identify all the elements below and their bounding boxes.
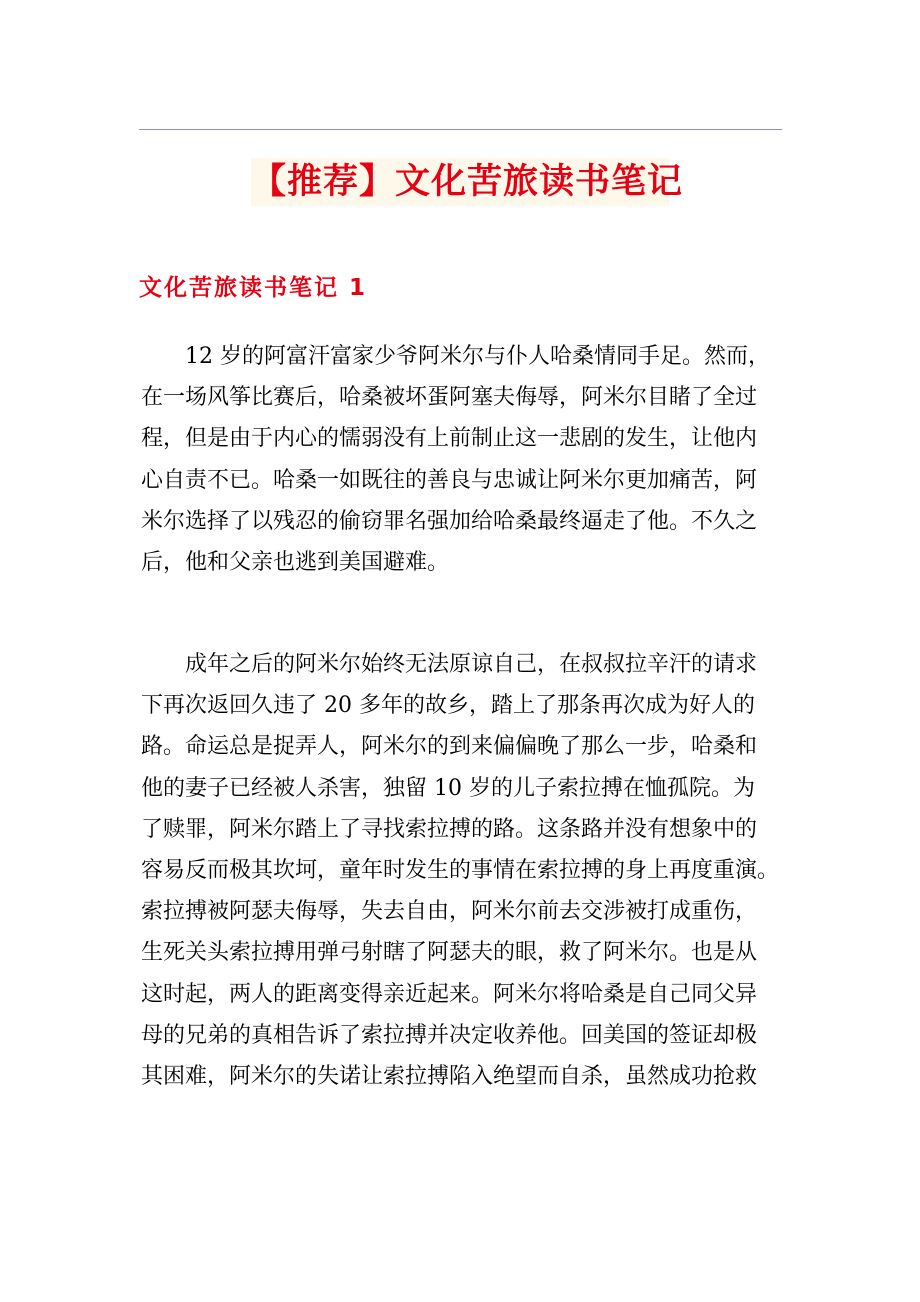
- document-title: 【推荐】文化苦旅读书笔记: [251, 158, 669, 206]
- paragraph-line: 路。命运总是捉弄人，阿米尔的到来偏偏晚了那么一步，哈桑和: [141, 734, 758, 760]
- paragraph-line: 其困难，阿米尔的失诺让索拉搏陷入绝望而自杀，虽然成功抢救: [141, 1063, 758, 1089]
- paragraph-line: 成年之后的阿米尔始终无法原谅自己，在叔叔拉辛汗的请求: [141, 652, 758, 677]
- paragraph-line: 他的妻子已经被人杀害，独留 10 岁的儿子索拉搏在恤孤院。为: [141, 775, 755, 801]
- paragraph-line: 了赎罪，阿米尔踏上了寻找索拉搏的路。这条路并没有想象中的: [141, 816, 758, 842]
- paragraph-line: 生死关头索拉搏用弹弓射瞎了阿瑟夫的眼，救了阿米尔。也是从: [141, 940, 758, 966]
- paragraph-line: 米尔选择了以残忍的偷窃罪名强加给哈桑最终逼走了他。不久之: [141, 508, 758, 534]
- paragraph-line: 母的兄弟的真相告诉了索拉搏并决定收养他。回美国的签证却极: [141, 1022, 758, 1048]
- paragraph-line: 在一场风筝比赛后，哈桑被坏蛋阿塞夫侮辱，阿米尔目睹了全过: [141, 385, 758, 411]
- paragraph-line: 心自责不已。哈桑一如既往的善良与忠诚让阿米尔更加痛苦，阿: [141, 467, 758, 493]
- paragraph-line: 12 岁的阿富汗富家少爷阿米尔与仆人哈桑情同手足。然而，: [141, 344, 770, 369]
- paragraph-2: [141, 644, 791, 1097]
- paragraph-line: 容易反而极其坎坷，童年时发生的事情在索拉搏的身上再度重演。: [141, 857, 780, 883]
- paragraph-line: 后，他和父亲也逃到美国避难。: [141, 549, 450, 575]
- paragraph-line: 下再次返回久违了 20 多年的故乡，踏上了那条再次成为好人的: [141, 693, 755, 719]
- section-heading: 文化苦旅读书笔记 1: [139, 275, 368, 301]
- paragraph-line: 程，但是由于内心的懦弱没有上前制止这一悲剧的发生，让他内: [141, 426, 758, 452]
- top-divider: [139, 129, 782, 130]
- paragraph-1: [141, 336, 791, 583]
- paragraph-line: 索拉搏被阿瑟夫侮辱，失去自由，阿米尔前去交涉被打成重伤，: [141, 899, 758, 925]
- paragraph-line: 这时起，两人的距离变得亲近起来。阿米尔将哈桑是自己同父异: [141, 981, 758, 1007]
